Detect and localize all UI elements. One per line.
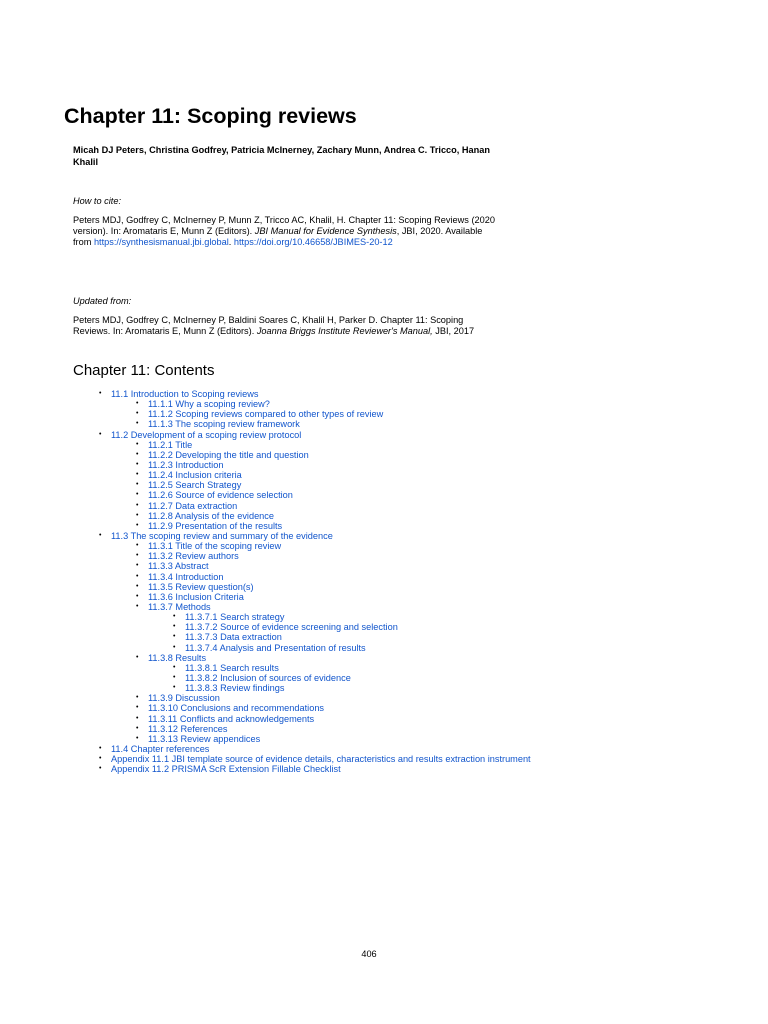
page-number: 406 [361, 949, 377, 959]
toc-item[interactable] [73, 764, 673, 774]
citation-2017-line2 [73, 326, 474, 337]
bullet-icon: • [136, 552, 139, 560]
citation-2020 [73, 215, 495, 248]
toc-item[interactable] [73, 541, 673, 551]
updated-from-label: Updated from: [73, 296, 132, 306]
bullet-icon: • [173, 623, 176, 631]
toc-item[interactable] [73, 470, 673, 480]
bullet-icon: • [99, 755, 102, 763]
toc-item[interactable] [73, 714, 673, 724]
toc-link[interactable]: 11.3.7.4 Analysis and Presentation of results [185, 642, 366, 653]
toc-link[interactable]: 11.3.11 Conflicts and acknowledgements [148, 713, 315, 724]
bullet-icon: • [136, 400, 139, 408]
toc-link[interactable]: 11.3.7.1 Search strategy [185, 612, 285, 623]
author-list: Micah DJ Peters, Christina Godfrey, Patricia McInerney, Zachary Munn, Andrea C. Tricco, Hanan Khalil [73, 145, 490, 167]
toc-link[interactable]: 11.3.3 Abstract [148, 561, 209, 572]
toc-link[interactable]: 11.3.8 Results [148, 652, 207, 663]
citation-2020-line1: Peters MDJ, Godfrey C, McInerney P, Munn Z, Tricco AC, Khalil, H. Chapter 11: Scoping Reviews (2020 [73, 215, 495, 225]
bullet-icon: • [136, 704, 139, 712]
bullet-icon: • [136, 410, 139, 418]
citation-2020-line3 [73, 237, 495, 248]
bullet-icon: • [136, 724, 139, 732]
bullet-icon: • [173, 633, 176, 641]
bullet-icon: • [99, 744, 102, 752]
bullet-icon: • [99, 765, 102, 773]
toc-item[interactable] [73, 582, 673, 592]
toc-link[interactable]: 11.1.2 Scoping reviews compared to other types of review [148, 409, 384, 420]
toc-link[interactable]: 11.3.9 Discussion [148, 693, 220, 704]
toc-item[interactable] [73, 663, 673, 673]
bullet-icon: • [173, 613, 176, 621]
citation-2020-line2 [73, 226, 495, 237]
toc-item[interactable] [73, 501, 673, 511]
toc-link[interactable]: 11.2.6 Source of evidence selection [148, 490, 293, 501]
toc-item[interactable] [73, 602, 673, 612]
toc-link[interactable]: 11.2.2 Developing the title and question [148, 449, 309, 460]
bullet-icon: • [136, 450, 139, 458]
toc-link[interactable]: 11.3.8.2 Inclusion of sources of evidence [185, 672, 351, 683]
toc-item[interactable] [73, 592, 673, 602]
citation-text: from [73, 237, 94, 247]
toc-link[interactable]: 11.2 Development of a scoping review protocol [111, 429, 302, 440]
bullet-icon: • [173, 643, 176, 651]
bullet-icon: • [136, 542, 139, 550]
toc-link[interactable]: 11.1 Introduction to Scoping reviews [111, 389, 259, 399]
manual-title: Joanna Briggs Institute Reviewer's Manual, [256, 326, 433, 336]
toc-link[interactable]: 11.3.4 Introduction [148, 571, 224, 582]
toc-item[interactable] [73, 419, 673, 429]
doi-link[interactable]: https://doi.org/10.46658/JBIMES-20-12 [233, 237, 393, 247]
toc-link[interactable]: 11.1.3 The scoping review framework [148, 419, 300, 430]
toc-link[interactable]: 11.2.9 Presentation of the results [148, 520, 283, 531]
toc-link[interactable]: 11.2.8 Analysis of the evidence [148, 510, 274, 521]
toc-link[interactable]: 11.3 The scoping review and summary of the evidence [111, 530, 333, 541]
toc-item[interactable] [73, 612, 673, 622]
toc-item[interactable] [73, 551, 673, 561]
bullet-icon: • [136, 521, 139, 529]
bullet-icon: • [136, 582, 139, 590]
toc-item[interactable] [73, 511, 673, 521]
toc-item[interactable] [73, 643, 673, 653]
table-of-contents [73, 389, 673, 774]
citation-text: version). In: Aromataris E, Munn Z (Editors). [73, 226, 255, 236]
toc-item[interactable] [73, 409, 673, 419]
toc-link[interactable]: 11.3.2 Review authors [148, 551, 239, 562]
toc-link[interactable]: 11.3.8.1 Search results [185, 662, 279, 673]
toc-link[interactable]: 11.4 Chapter references [111, 743, 210, 754]
toc-item[interactable] [73, 653, 673, 663]
bullet-icon: • [99, 390, 102, 397]
toc-item[interactable] [73, 622, 673, 632]
toc-link[interactable]: 11.2.4 Inclusion criteria [148, 470, 242, 481]
toc-item[interactable] [73, 754, 673, 764]
toc-item[interactable] [73, 724, 673, 734]
bullet-icon: • [173, 663, 176, 671]
bullet-icon: • [99, 531, 102, 539]
citation-text: JBI, 2017 [432, 326, 475, 336]
toc-item[interactable] [73, 572, 673, 582]
bullet-icon: • [136, 440, 139, 448]
bullet-icon: • [136, 602, 139, 610]
citation-2017-line1: Peters MDJ, Godfrey C, McInerney P, Baldini Soares C, Khalil H, Parker D. Chapter 11: Scoping [73, 315, 464, 325]
toc-link[interactable]: 11.3.6 Inclusion Criteria [148, 591, 244, 602]
bullet-icon: • [136, 420, 139, 428]
toc-link[interactable]: 11.3.5 Review question(s) [148, 581, 254, 592]
toc-item[interactable] [73, 744, 673, 754]
toc-item[interactable] [73, 632, 673, 642]
bullet-icon: • [136, 511, 139, 519]
bullet-icon: • [136, 734, 139, 742]
toc-item[interactable] [73, 480, 673, 490]
manual-title: JBI Manual for Evidence Synthesis [254, 226, 397, 236]
toc-item[interactable] [73, 440, 673, 450]
toc-item[interactable] [73, 734, 673, 744]
bullet-icon: • [136, 653, 139, 661]
citation-text: , JBI, 2020. Available [396, 226, 483, 236]
chapter-title: Chapter 11: Scoping reviews [64, 104, 357, 128]
bullet-icon: • [136, 572, 139, 580]
toc-item[interactable] [73, 561, 673, 571]
bullet-icon: • [136, 592, 139, 600]
toc-item[interactable] [73, 673, 673, 683]
toc-link[interactable]: Appendix 11.1 JBI template source of evidence details, characteristics and results extraction instrument [111, 754, 531, 765]
toc-link[interactable]: 11.3.7.2 Source of evidence screening and selection [185, 622, 398, 633]
bullet-icon: • [136, 562, 139, 570]
toc-item[interactable] [73, 389, 673, 399]
toc-link[interactable]: 11.2.7 Data extraction [148, 500, 238, 511]
toc-item[interactable] [73, 450, 673, 460]
toc-item[interactable] [73, 460, 673, 470]
toc-item[interactable] [73, 399, 673, 409]
toc-link[interactable]: 11.3.10 Conclusions and recommendations [148, 703, 325, 714]
citation-2017 [73, 315, 474, 337]
bullet-icon: • [136, 714, 139, 722]
toc-link[interactable]: 11.3.7 Methods [148, 601, 211, 612]
how-to-cite-label: How to cite: [73, 196, 121, 206]
toc-link[interactable]: 11.3.7.3 Data extraction [185, 632, 282, 643]
bullet-icon: • [99, 430, 102, 438]
bullet-icon: • [136, 471, 139, 479]
bullet-icon: • [136, 460, 139, 468]
bullet-icon: • [136, 694, 139, 702]
citation-text: Reviews. In: Aromataris E, Munn Z (Editors). [73, 326, 257, 336]
bullet-icon: • [173, 684, 176, 692]
toc-link[interactable]: Appendix 11.2 PRISMA ScR Extension Fillable Checklist [111, 764, 341, 775]
toc-item[interactable] [73, 693, 673, 703]
toc-link[interactable]: 11.3.1 Title of the scoping review [148, 541, 282, 552]
synthesis-manual-link[interactable]: https://synthesismanual.jbi.global [93, 237, 229, 247]
toc-item[interactable] [73, 430, 673, 440]
toc-link[interactable]: 11.1.1 Why a scoping review? [148, 399, 270, 410]
bullet-icon: • [136, 481, 139, 489]
toc-item[interactable] [73, 531, 673, 541]
toc-link[interactable]: 11.3.8.3 Review findings [185, 683, 285, 694]
toc-item[interactable] [73, 490, 673, 500]
toc-link[interactable]: 11.2.3 Introduction [148, 459, 224, 470]
toc-link[interactable]: 11.3.12 References [148, 723, 228, 734]
contents-heading: Chapter 11: Contents [73, 362, 215, 379]
bullet-icon: • [136, 491, 139, 499]
toc-item[interactable] [73, 683, 673, 693]
citation-text: . [228, 237, 234, 247]
toc-link[interactable]: 11.3.13 Review appendices [148, 733, 261, 744]
toc-item[interactable] [73, 521, 673, 531]
bullet-icon: • [173, 673, 176, 681]
toc-link[interactable]: 11.2.1 Title [148, 439, 193, 450]
toc-item[interactable] [73, 703, 673, 713]
toc-link[interactable]: 11.2.5 Search Strategy [148, 480, 242, 491]
bullet-icon: • [136, 501, 139, 509]
